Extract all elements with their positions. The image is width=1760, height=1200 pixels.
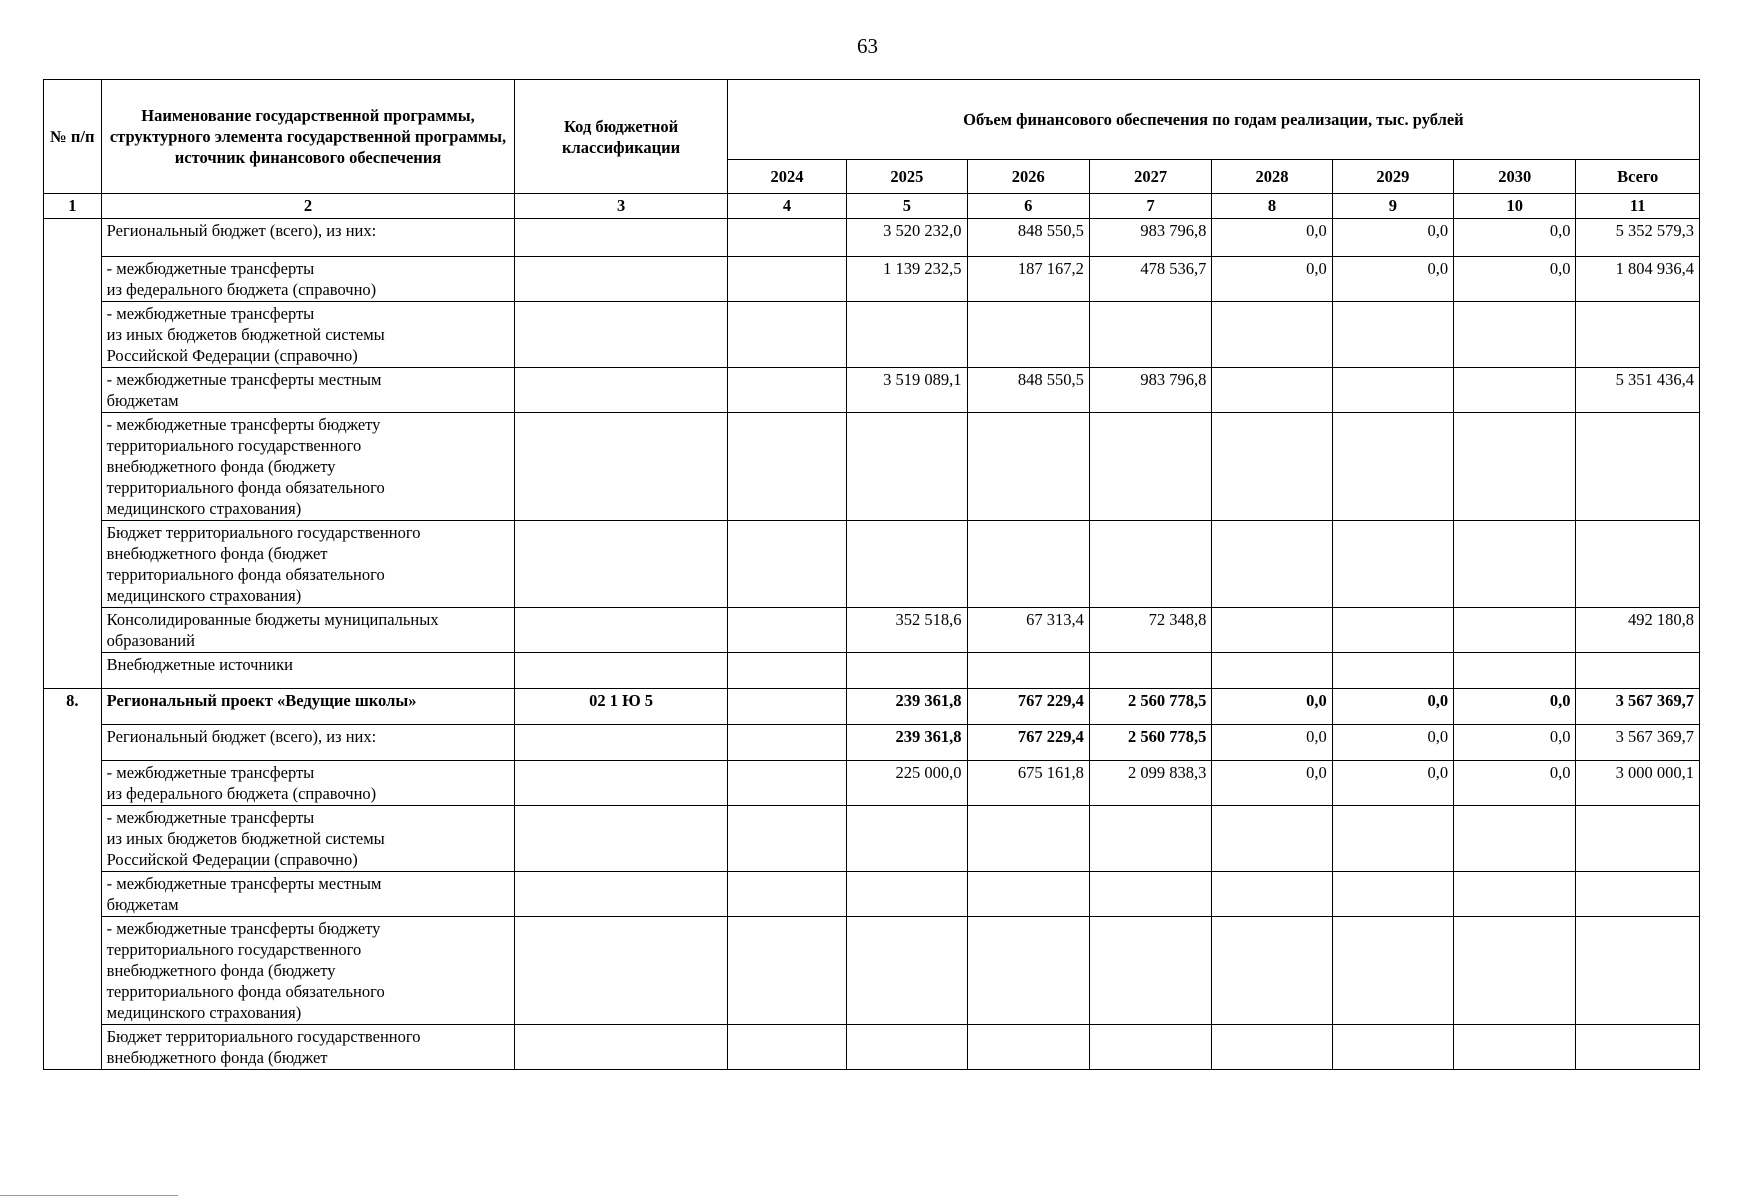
budget-code <box>515 1025 727 1070</box>
value-cell: 3 000 000,1 <box>1576 761 1700 806</box>
header-num: № п/п <box>44 80 102 194</box>
value-cell: 5 351 436,4 <box>1576 368 1700 413</box>
column-number: 6 <box>967 194 1089 219</box>
budget-code: 02 1 Ю 5 <box>515 689 727 725</box>
value-cell <box>967 1025 1089 1070</box>
value-cell: 225 000,0 <box>847 761 967 806</box>
value-cell <box>1089 917 1211 1025</box>
value-cell <box>967 917 1089 1025</box>
value-cell <box>727 413 846 521</box>
value-cell <box>1576 521 1700 608</box>
row-number <box>44 219 102 689</box>
table-row <box>44 368 1700 413</box>
value-cell <box>1089 806 1211 872</box>
value-cell <box>1089 1025 1211 1070</box>
value-cell <box>1454 917 1576 1025</box>
value-cell <box>967 521 1089 608</box>
header-year: 2027 <box>1089 160 1211 194</box>
row-name: - межбюджетные трансферты из федерального бюджета (справочно) <box>101 761 515 806</box>
row-name: Консолидированные бюджеты муниципальных образований <box>101 608 515 653</box>
header-year: 2029 <box>1332 160 1453 194</box>
value-cell <box>727 761 846 806</box>
value-cell <box>1576 1025 1700 1070</box>
value-cell <box>1454 872 1576 917</box>
value-cell <box>1212 608 1332 653</box>
table-row <box>44 653 1700 689</box>
value-cell <box>727 219 846 257</box>
value-cell: 0,0 <box>1212 761 1332 806</box>
value-cell <box>847 302 967 368</box>
value-cell: 0,0 <box>1212 689 1332 725</box>
footnote-divider <box>0 1195 178 1196</box>
column-number: 10 <box>1454 194 1576 219</box>
row-name: - межбюджетные трансферты местным бюджетам <box>101 368 515 413</box>
value-cell: 983 796,8 <box>1089 368 1211 413</box>
value-cell <box>1576 917 1700 1025</box>
row-name: Региональный бюджет (всего), из них: <box>101 725 515 761</box>
table-row <box>44 689 1700 725</box>
value-cell <box>727 872 846 917</box>
value-cell <box>1332 872 1453 917</box>
budget-code <box>515 413 727 521</box>
value-cell: 352 518,6 <box>847 608 967 653</box>
value-cell: 3 567 369,7 <box>1576 689 1700 725</box>
value-cell <box>1576 302 1700 368</box>
value-cell <box>1332 653 1453 689</box>
table-row <box>44 302 1700 368</box>
table-row <box>44 761 1700 806</box>
value-cell <box>967 302 1089 368</box>
value-cell: 0,0 <box>1454 725 1576 761</box>
value-cell <box>1332 1025 1453 1070</box>
value-cell <box>1454 368 1576 413</box>
value-cell: 3 567 369,7 <box>1576 725 1700 761</box>
value-cell <box>1454 806 1576 872</box>
column-number: 2 <box>101 194 515 219</box>
value-cell <box>1089 413 1211 521</box>
column-number: 7 <box>1089 194 1211 219</box>
value-cell: 2 099 838,3 <box>1089 761 1211 806</box>
value-cell: 239 361,8 <box>847 689 967 725</box>
header-year: 2025 <box>847 160 967 194</box>
value-cell: 0,0 <box>1212 725 1332 761</box>
budget-code <box>515 257 727 302</box>
value-cell: 0,0 <box>1454 219 1576 257</box>
column-number: 5 <box>847 194 967 219</box>
value-cell <box>1212 917 1332 1025</box>
table-row <box>44 872 1700 917</box>
value-cell: 1 139 232,5 <box>847 257 967 302</box>
table-row <box>44 806 1700 872</box>
value-cell: 767 229,4 <box>967 725 1089 761</box>
value-cell: 67 313,4 <box>967 608 1089 653</box>
value-cell <box>847 1025 967 1070</box>
row-name: - межбюджетные трансферты бюджету территориального государственного внебюджетного фонда (бюджету территориального фонда обязательного медицинского страхования) <box>101 917 515 1025</box>
row-name: - межбюджетные трансферты из федерального бюджета (справочно) <box>101 257 515 302</box>
value-cell <box>1454 653 1576 689</box>
value-cell <box>1332 368 1453 413</box>
budget-code <box>515 302 727 368</box>
value-cell: 0,0 <box>1332 257 1453 302</box>
value-cell <box>847 653 967 689</box>
value-cell <box>1576 806 1700 872</box>
value-cell: 983 796,8 <box>1089 219 1211 257</box>
value-cell: 0,0 <box>1332 725 1453 761</box>
header-year: Всего <box>1576 160 1700 194</box>
column-numbers-row <box>44 194 1700 219</box>
value-cell <box>1576 413 1700 521</box>
value-cell: 0,0 <box>1454 257 1576 302</box>
budget-code <box>515 872 727 917</box>
value-cell <box>967 653 1089 689</box>
value-cell <box>1089 521 1211 608</box>
row-name: Внебюджетные источники <box>101 653 515 689</box>
budget-code <box>515 725 727 761</box>
column-number: 11 <box>1576 194 1700 219</box>
value-cell: 478 536,7 <box>1089 257 1211 302</box>
value-cell: 492 180,8 <box>1576 608 1700 653</box>
value-cell <box>1332 521 1453 608</box>
row-name: - межбюджетные трансферты из иных бюджетов бюджетной системы Российской Федерации (справочно) <box>101 806 515 872</box>
value-cell: 3 519 089,1 <box>847 368 967 413</box>
table-row <box>44 413 1700 521</box>
header-year: 2026 <box>967 160 1089 194</box>
value-cell <box>727 689 846 725</box>
value-cell: 0,0 <box>1212 219 1332 257</box>
value-cell: 187 167,2 <box>967 257 1089 302</box>
value-cell: 848 550,5 <box>967 368 1089 413</box>
value-cell <box>1212 653 1332 689</box>
table-row <box>44 608 1700 653</box>
value-cell: 239 361,8 <box>847 725 967 761</box>
value-cell <box>727 608 846 653</box>
value-cell <box>1089 872 1211 917</box>
header-name: Наименование государственной программы, структурного элемента государственной программы, источник финансового обеспечения <box>101 80 515 194</box>
value-cell <box>1212 521 1332 608</box>
column-number: 9 <box>1332 194 1453 219</box>
value-cell <box>727 806 846 872</box>
value-cell: 0,0 <box>1454 689 1576 725</box>
row-name: - межбюджетные трансферты местным бюджетам <box>101 872 515 917</box>
value-cell <box>1332 302 1453 368</box>
value-cell <box>727 302 846 368</box>
column-number: 1 <box>44 194 102 219</box>
value-cell: 0,0 <box>1332 219 1453 257</box>
value-cell: 0,0 <box>1332 689 1453 725</box>
value-cell <box>1089 653 1211 689</box>
value-cell <box>727 1025 846 1070</box>
value-cell <box>1089 302 1211 368</box>
budget-code <box>515 653 727 689</box>
value-cell <box>727 725 846 761</box>
value-cell <box>1212 872 1332 917</box>
budget-code <box>515 806 727 872</box>
value-cell <box>1212 368 1332 413</box>
value-cell <box>1454 608 1576 653</box>
value-cell: 0,0 <box>1454 761 1576 806</box>
value-cell: 0,0 <box>1212 257 1332 302</box>
budget-code <box>515 219 727 257</box>
budget-code <box>515 368 727 413</box>
value-cell: 1 804 936,4 <box>1576 257 1700 302</box>
value-cell: 3 520 232,0 <box>847 219 967 257</box>
value-cell <box>727 917 846 1025</box>
budget-code <box>515 521 727 608</box>
value-cell <box>847 413 967 521</box>
value-cell <box>847 806 967 872</box>
row-name: - межбюджетные трансферты бюджету территориального государственного внебюджетного фонда (бюджету территориального фонда обязательного медицинского страхования) <box>101 413 515 521</box>
value-cell <box>727 521 846 608</box>
value-cell <box>1332 413 1453 521</box>
value-cell <box>1332 608 1453 653</box>
value-cell <box>1576 653 1700 689</box>
value-cell: 2 560 778,5 <box>1089 689 1211 725</box>
table-row <box>44 917 1700 1025</box>
table-row <box>44 725 1700 761</box>
value-cell <box>1212 413 1332 521</box>
budget-code <box>515 917 727 1025</box>
header-year: 2028 <box>1212 160 1332 194</box>
value-cell <box>1454 521 1576 608</box>
value-cell <box>1576 872 1700 917</box>
value-cell: 2 560 778,5 <box>1089 725 1211 761</box>
header-year: 2030 <box>1454 160 1576 194</box>
value-cell <box>1332 806 1453 872</box>
column-number: 3 <box>515 194 727 219</box>
header-volume: Объем финансового обеспечения по годам реализации, тыс. рублей <box>727 80 1699 160</box>
row-number: 8. <box>44 689 102 1070</box>
value-cell <box>847 917 967 1025</box>
financing-table <box>43 79 1700 1070</box>
row-name: - межбюджетные трансферты из иных бюджетов бюджетной системы Российской Федерации (справочно) <box>101 302 515 368</box>
value-cell: 0,0 <box>1332 761 1453 806</box>
table-row <box>44 1025 1700 1070</box>
budget-code <box>515 608 727 653</box>
row-name: Бюджет территориального государственного внебюджетного фонда (бюджет территориального фонда обязательного медицинского страхования) <box>101 521 515 608</box>
column-number: 8 <box>1212 194 1332 219</box>
value-cell <box>967 413 1089 521</box>
page-number: 63 <box>857 34 878 58</box>
value-cell: 72 348,8 <box>1089 608 1211 653</box>
budget-code <box>515 761 727 806</box>
row-name: Региональный бюджет (всего), из них: <box>101 219 515 257</box>
header-code: Код бюджетной классификации <box>515 80 727 194</box>
header-year: 2024 <box>727 160 846 194</box>
table-row <box>44 219 1700 257</box>
value-cell <box>1332 917 1453 1025</box>
row-name: Бюджет территориального государственного внебюджетного фонда (бюджет <box>101 1025 515 1070</box>
value-cell <box>727 257 846 302</box>
value-cell <box>727 653 846 689</box>
value-cell <box>1212 1025 1332 1070</box>
value-cell <box>1212 302 1332 368</box>
value-cell <box>847 872 967 917</box>
value-cell <box>847 521 967 608</box>
value-cell <box>1212 806 1332 872</box>
value-cell: 675 161,8 <box>967 761 1089 806</box>
value-cell <box>1454 1025 1576 1070</box>
column-number: 4 <box>727 194 846 219</box>
row-name: Региональный проект «Ведущие школы» <box>101 689 515 725</box>
table-body <box>44 219 1700 1070</box>
value-cell <box>967 872 1089 917</box>
table-row <box>44 257 1700 302</box>
value-cell <box>1454 413 1576 521</box>
table-row <box>44 521 1700 608</box>
value-cell <box>727 368 846 413</box>
value-cell <box>967 806 1089 872</box>
value-cell: 5 352 579,3 <box>1576 219 1700 257</box>
value-cell: 848 550,5 <box>967 219 1089 257</box>
value-cell: 767 229,4 <box>967 689 1089 725</box>
value-cell <box>1454 302 1576 368</box>
